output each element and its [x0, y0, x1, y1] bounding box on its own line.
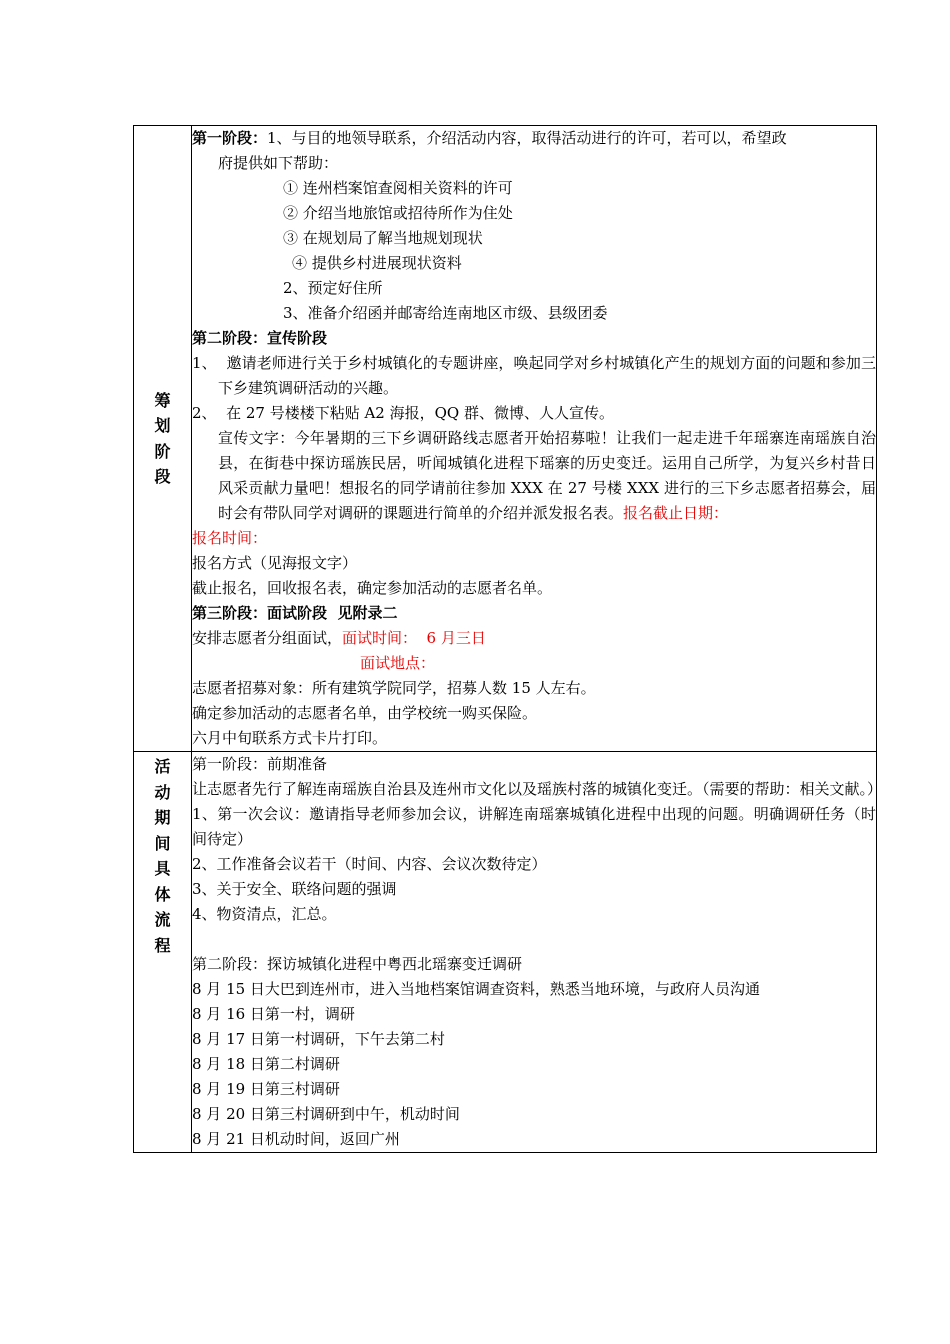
phase2-title: 第二阶段：探访城镇化进程中粤西北瑶寨变迁调研: [192, 955, 523, 973]
plan-table: [133, 125, 883, 1153]
day-item: 8 月 15 日大巴到连州市，进入当地档案馆调查资料，熟悉当地环境，与政府人员沟通: [192, 980, 760, 998]
planning-content-cell: [192, 126, 877, 752]
stage2-item2: 2、 在 27 号楼楼下粘贴 A2 海报，QQ 群、微博、人人宣传。: [192, 404, 614, 422]
stage1-item2: 2、预定好住所: [283, 279, 383, 297]
interview-time: 面试时间： 6 月三日: [342, 629, 486, 647]
planning-stage-label: 筹 划 阶 段: [154, 390, 171, 486]
promo-text: 宣传文字：今年暑期的三下乡调研路线志愿者开始招募啦！让我们一起走进千年瑶寨连南瑶族自治县，在街巷中探访瑶族民居，听闻城镇化进程下瑶寨的历史变迁。运用自己所学，为复兴乡村昔日风采贡献力量吧！想报名的同学请前往参加 XXX 在 27 号楼 XXX 进行的三下乡志愿者招募会，届时会有带队同学对调研的课题进行简单的介绍并派发报名表。报名截止日期：: [218, 429, 876, 522]
phase1-intro: 让志愿者先行了解连南瑶族自治县及连州市文化以及瑶族村落的城镇化变迁。（需要的帮助：相关文献。）: [192, 780, 883, 798]
planning-label-cell: [134, 126, 192, 752]
schedule-content-cell: [192, 752, 883, 1153]
day-item: 8 月 16 日第一村，调研: [192, 1005, 355, 1023]
schedule-label: 活 动 期 间 具 体 流 程: [154, 757, 171, 955]
day-item: 8 月 21 日机动时间，返回广州: [192, 1130, 400, 1148]
signup-method: 报名方式（见海报文字）: [192, 554, 358, 572]
help-item: ④ 提供乡村进展现状资料: [292, 254, 462, 272]
stage1-item1-cont: 府提供如下帮助：: [218, 154, 339, 172]
deadline-label: 报名截止日期：: [623, 504, 729, 522]
schedule-label-cell: [134, 752, 192, 1153]
help-item: ② 介绍当地旅馆或招待所作为住处: [283, 204, 513, 222]
phase1-item2: 2、工作准备会议若干（时间、内容、会议次数待定）: [192, 855, 547, 873]
planning-row: [134, 126, 877, 752]
contact-cards: 六月中旬联系方式卡片打印。: [192, 729, 388, 747]
day-item: 8 月 19 日第三村调研: [192, 1080, 340, 1098]
day-item: 8 月 18 日第二村调研: [192, 1055, 340, 1073]
day-item: 8 月 17 日第一村调研，下午去第二村: [192, 1030, 445, 1048]
day-item: 8 月 20 日第三村调研到中午，机动时间: [192, 1105, 460, 1123]
signup-time: 报名时间：: [192, 529, 268, 547]
recruit-target: 志愿者招募对象：所有建筑学院同学，招募人数 15 人左右。: [192, 679, 596, 697]
interview-line: [192, 626, 876, 651]
stage2-item1: 1、 邀请老师进行关于乡村城镇化的专题讲座，唤起同学对乡村城镇化产生的规划方面的问题和参加三下乡建筑调研活动的兴趣。: [192, 354, 876, 397]
schedule-row: [134, 752, 877, 1153]
stage3-title: 第三阶段：面试阶段 见附录二: [192, 604, 398, 622]
interview-arrange: 安排志愿者分组面试，: [192, 629, 343, 647]
stage1-item1: 1、与目的地领导联系，介绍活动内容，取得活动进行的许可，若可以，希望政: [267, 129, 787, 147]
stage1-title: 第一阶段：: [192, 129, 268, 147]
insurance-note: 确定参加活动的志愿者名单，由学校统一购买保险。: [192, 704, 538, 722]
stage1-line: [192, 126, 876, 151]
stage2-title: 第二阶段：宣传阶段: [192, 329, 328, 347]
help-item: ① 连州档案馆查阅相关资料的许可: [283, 179, 513, 197]
close-signup: 截止报名，回收报名表，确定参加活动的志愿者名单。: [192, 579, 553, 597]
interview-place: 面试地点：: [360, 654, 436, 672]
stage1-item3: 3、准备介绍函并邮寄给连南地区市级、县级团委: [283, 304, 608, 322]
phase1-title: 第一阶段：前期准备: [192, 755, 328, 773]
phase1-item1: 1、第一次会议：邀请指导老师参加会议，讲解连南瑶寨城镇化进程中出现的问题。明确调研任务（时间待定）: [192, 805, 876, 848]
phase1-item3: 3、关于安全、联络问题的强调: [192, 880, 397, 898]
spacer: [192, 927, 876, 952]
help-item: ③ 在规划局了解当地规划现状: [283, 229, 483, 247]
phase1-item4: 4、物资清点，汇总。: [192, 905, 337, 923]
